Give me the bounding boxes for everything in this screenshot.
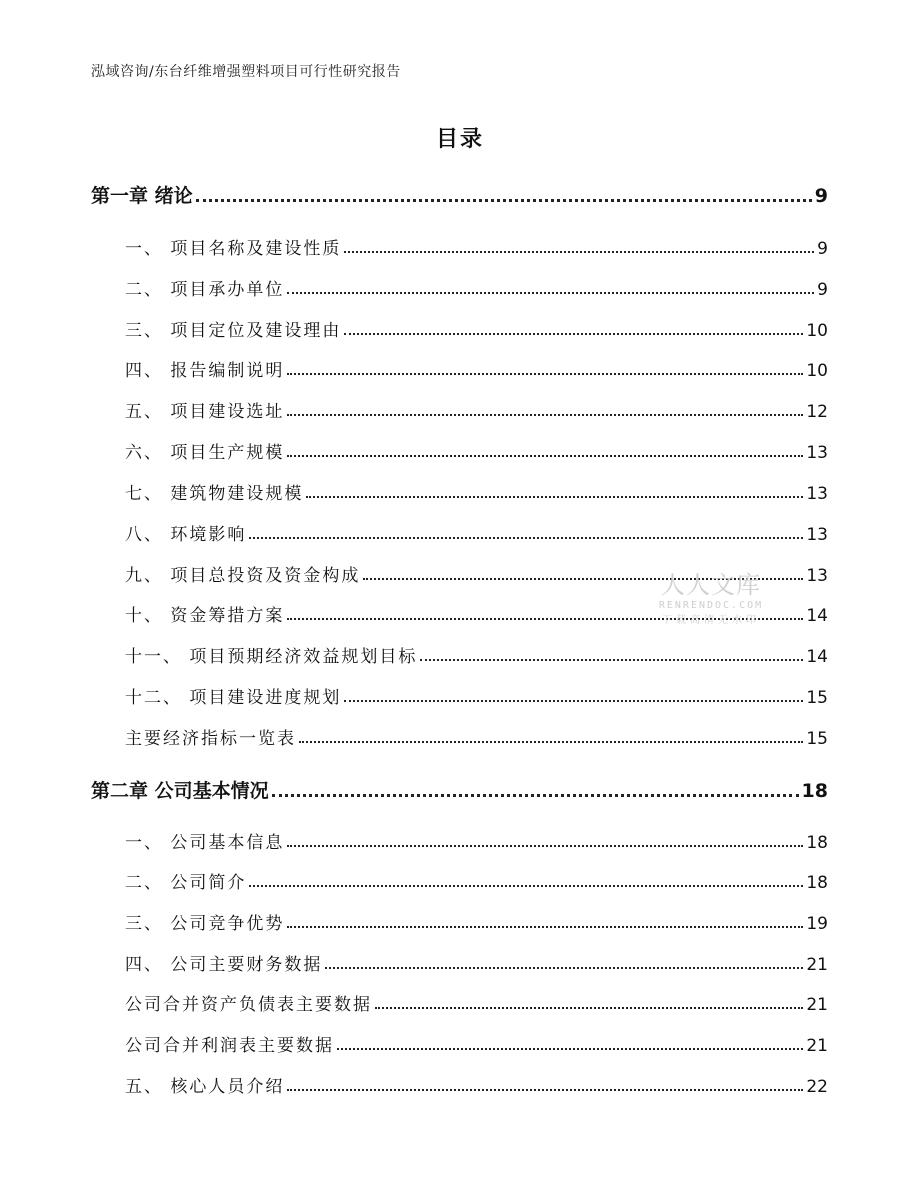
toc-entry-label: 四、 公司主要财务数据 xyxy=(125,955,323,975)
toc-leader-dots xyxy=(287,292,814,294)
toc-section-entry[interactable] xyxy=(125,683,828,708)
toc-section-entry[interactable] xyxy=(125,520,828,545)
toc-leader-dots xyxy=(287,926,803,928)
toc-entry-page: 15 xyxy=(806,688,828,708)
toc-leader-dots xyxy=(249,885,803,887)
toc-entry-label: 主要经济指标一览表 xyxy=(125,729,296,749)
toc-entry-page: 19 xyxy=(806,914,828,934)
toc-section-entry[interactable] xyxy=(125,950,828,975)
toc-entry-label: 三、 公司竞争优势 xyxy=(125,914,285,934)
toc-section-entry[interactable] xyxy=(125,642,828,667)
toc-entry-label: 公司合并利润表主要数据 xyxy=(125,1036,334,1056)
toc-section-entry[interactable] xyxy=(125,438,828,463)
toc-entry-page: 13 xyxy=(806,525,828,545)
toc-section-entry[interactable] xyxy=(125,275,828,300)
toc-section-entry[interactable] xyxy=(125,909,828,934)
toc-entry-label: 二、 公司简介 xyxy=(125,873,247,893)
toc-entry-page: 21 xyxy=(806,1036,828,1056)
toc-leader-dots xyxy=(287,414,803,416)
watermark-url: RENRENDOC.COM xyxy=(658,600,764,611)
toc-leader-dots xyxy=(420,659,803,661)
toc-section-entry[interactable] xyxy=(125,479,828,504)
toc-leader-dots xyxy=(325,967,803,969)
toc-leader-dots xyxy=(306,496,803,498)
toc-entry-label: 七、 建筑物建设规模 xyxy=(125,484,304,504)
toc-leader-dots xyxy=(249,537,803,539)
toc-entry-label: 八、 环境影响 xyxy=(125,525,247,545)
toc-entry-page: 18 xyxy=(806,833,828,853)
toc-entry-page: 13 xyxy=(806,484,828,504)
toc-section-entry[interactable] xyxy=(125,356,828,381)
toc-entry-page: 13 xyxy=(806,443,828,463)
toc-section-entry[interactable] xyxy=(125,1072,828,1097)
toc-entry-label: 公司合并资产负债表主要数据 xyxy=(125,995,372,1015)
page-header: 泓域咨询/东台纤维增强塑料项目可行性研究报告 xyxy=(91,64,401,80)
toc-entry-page: 21 xyxy=(806,955,828,975)
toc-entry-label: 十、 资金筹措方案 xyxy=(125,606,285,626)
toc-entry-page: 18 xyxy=(801,780,828,802)
toc-section-entry[interactable] xyxy=(125,828,828,853)
toc-entry-page: 10 xyxy=(806,361,828,381)
toc-entry-page: 18 xyxy=(806,873,828,893)
watermark-main: 人人文库 xyxy=(661,571,761,599)
toc-entry-label: 五、 项目建设选址 xyxy=(125,402,285,422)
toc-entry-label: 四、 报告编制说明 xyxy=(125,361,285,381)
toc-leader-dots xyxy=(196,199,812,202)
toc-leader-dots xyxy=(272,794,799,797)
toc-entry-page: 10 xyxy=(806,321,828,341)
toc-leader-dots xyxy=(299,741,803,743)
toc-entry-page: 9 xyxy=(814,185,828,207)
toc-entry-page: 15 xyxy=(806,729,828,749)
toc-section-entry[interactable] xyxy=(125,868,828,893)
toc-leader-dots xyxy=(337,1048,803,1050)
toc-entry-page: 21 xyxy=(806,995,828,1015)
toc-entry-page: 9 xyxy=(817,239,828,259)
toc-leader-dots xyxy=(344,333,803,335)
toc-entry-label: 二、 项目承办单位 xyxy=(125,280,285,300)
toc-section-entry[interactable] xyxy=(125,234,828,259)
toc-entry-page: 9 xyxy=(817,280,828,300)
toc-leader-dots xyxy=(287,1089,803,1091)
toc-entry-label: 五、 核心人员介绍 xyxy=(125,1077,285,1097)
toc-section-entry[interactable] xyxy=(125,990,828,1015)
toc-entry-label: 十二、 项目建设进度规划 xyxy=(125,688,342,708)
toc-entry-page: 14 xyxy=(806,606,828,626)
toc-entry-label: 第二章 公司基本情况 xyxy=(91,780,269,802)
toc-leader-dots xyxy=(375,1007,803,1009)
toc-leader-dots xyxy=(344,700,803,702)
toc-section-entry[interactable] xyxy=(125,1031,828,1056)
toc-entry-label: 三、 项目定位及建设理由 xyxy=(125,321,342,341)
page-title: 目录 xyxy=(435,127,484,152)
toc-chapter-entry[interactable] xyxy=(91,776,828,803)
toc-section-entry[interactable] xyxy=(125,316,828,341)
watermark xyxy=(646,565,776,626)
toc-chapter-entry[interactable] xyxy=(91,181,828,208)
toc-entry-page: 22 xyxy=(806,1077,828,1097)
toc-entry-label: 九、 项目总投资及资金构成 xyxy=(125,566,361,586)
toc-entry-page: 13 xyxy=(806,566,828,586)
toc-entry-page: 14 xyxy=(806,647,828,667)
toc-entry-label: 一、 项目名称及建设性质 xyxy=(125,239,342,259)
toc-section-entry[interactable] xyxy=(125,724,828,749)
toc-leader-dots xyxy=(287,455,803,457)
toc-entry-label: 第一章 绪论 xyxy=(91,185,193,207)
toc-leader-dots xyxy=(344,251,814,253)
toc-entry-label: 六、 项目生产规模 xyxy=(125,443,285,463)
toc-leader-dots xyxy=(287,845,803,847)
toc-entry-label: 一、 公司基本信息 xyxy=(125,833,285,853)
toc-section-entry[interactable] xyxy=(125,397,828,422)
toc-entry-label: 十一、 项目预期经济效益规划目标 xyxy=(125,647,418,667)
watermark-sub: 下载高清无水印 xyxy=(662,615,760,626)
toc-leader-dots xyxy=(287,373,803,375)
toc-entry-page: 12 xyxy=(806,402,828,422)
